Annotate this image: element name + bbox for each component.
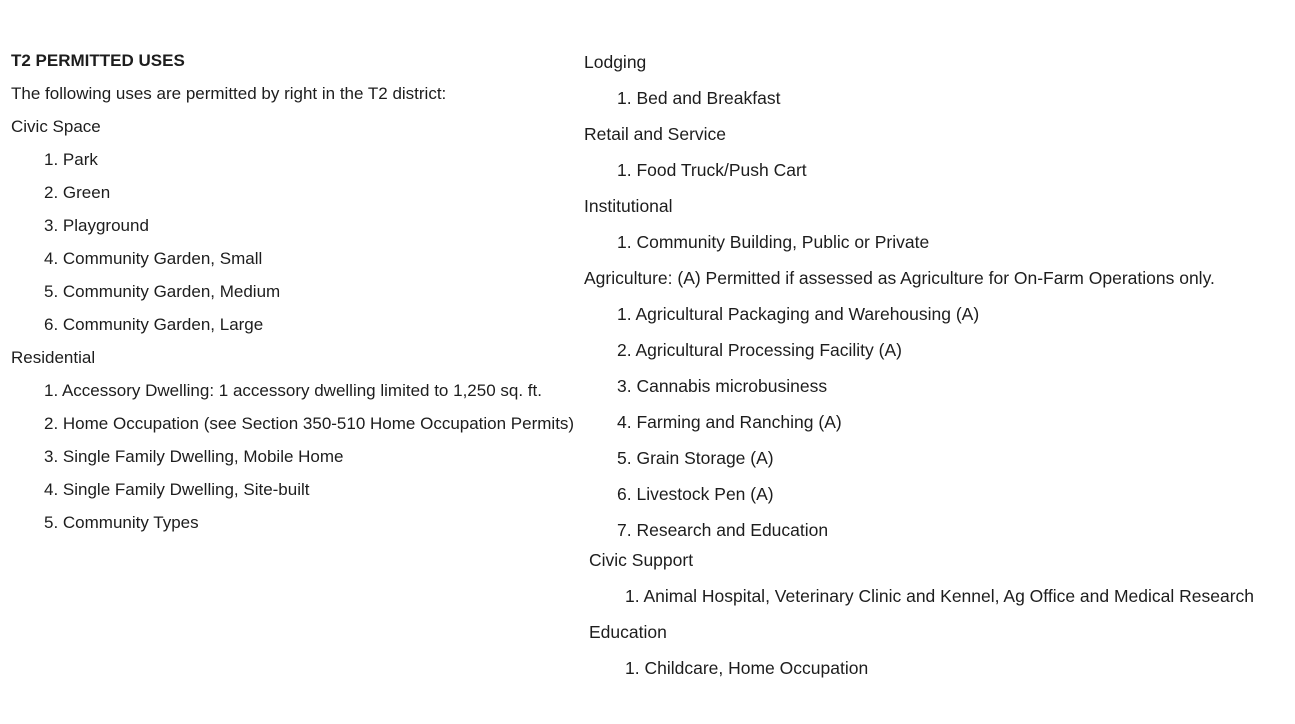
use-list-item: 1. Childcare, Home Occupation [625, 658, 869, 678]
use-list-item: 4. Single Family Dwelling, Site-built [44, 480, 310, 499]
use-list-item: 5. Community Types [44, 513, 199, 532]
use-list-item: 1. Bed and Breakfast [617, 88, 781, 108]
category-heading: Agriculture: (A) Permitted if assessed as Agriculture for On-Farm Operations only. [584, 268, 1215, 288]
use-list-item: 1. Food Truck/Push Cart [617, 160, 807, 180]
category-heading: Education [589, 622, 667, 642]
use-list-item: 4. Community Garden, Small [44, 249, 263, 268]
use-list-item: 1. Community Building, Public or Private [617, 232, 930, 252]
use-category-section [584, 542, 1289, 614]
use-list-item: 5. Grain Storage (A) [617, 448, 774, 468]
use-list-item: 2. Green [44, 183, 111, 202]
intro-text: The following uses are permitted by right in the T2 district: [11, 84, 447, 103]
category-heading: Civic Support [589, 550, 694, 570]
use-list-item: 6. Livestock Pen (A) [617, 484, 774, 504]
use-category-section [584, 614, 1289, 686]
use-list-item: 1. Accessory Dwelling: 1 accessory dwelling limited to 1,250 sq. ft. [44, 381, 542, 400]
use-category-section [584, 260, 1289, 548]
use-category-section [584, 44, 1289, 116]
use-list-item: 5. Community Garden, Medium [44, 282, 281, 301]
use-list-item: 3. Playground [44, 216, 149, 235]
right-column [584, 44, 1289, 686]
left-column [11, 44, 576, 539]
right-sections [584, 44, 1289, 686]
use-list-item: 1. Park [44, 150, 98, 169]
use-list-item: 3. Single Family Dwelling, Mobile Home [44, 447, 344, 466]
category-heading: Civic Space [11, 117, 101, 136]
use-category-section [584, 188, 1289, 260]
page-title: T2 PERMITTED USES [11, 51, 185, 70]
use-list-item: 6. Community Garden, Large [44, 315, 264, 334]
category-heading: Lodging [584, 52, 647, 72]
category-heading: Residential [11, 348, 96, 367]
use-category-section [584, 116, 1289, 188]
use-list-item: 1. Agricultural Packaging and Warehousing (A) [617, 304, 980, 324]
use-list-item: 7. Research and Education [617, 520, 829, 540]
category-heading: Institutional [584, 196, 673, 216]
use-list-item: 3. Cannabis microbusiness [617, 376, 828, 396]
use-list-item: 2. Home Occupation (see Section 350-510 Home Occupation Permits) [44, 414, 575, 433]
use-list-item: 4. Farming and Ranching (A) [617, 412, 842, 432]
left-sections [11, 110, 576, 539]
use-category-section [11, 110, 576, 341]
use-list-item: 2. Agricultural Processing Facility (A) [617, 340, 902, 360]
use-list-item: 1. Animal Hospital, Veterinary Clinic and Kennel, Ag Office and Medical Research [625, 586, 1255, 606]
use-category-section [11, 341, 576, 539]
category-heading: Retail and Service [584, 124, 727, 144]
